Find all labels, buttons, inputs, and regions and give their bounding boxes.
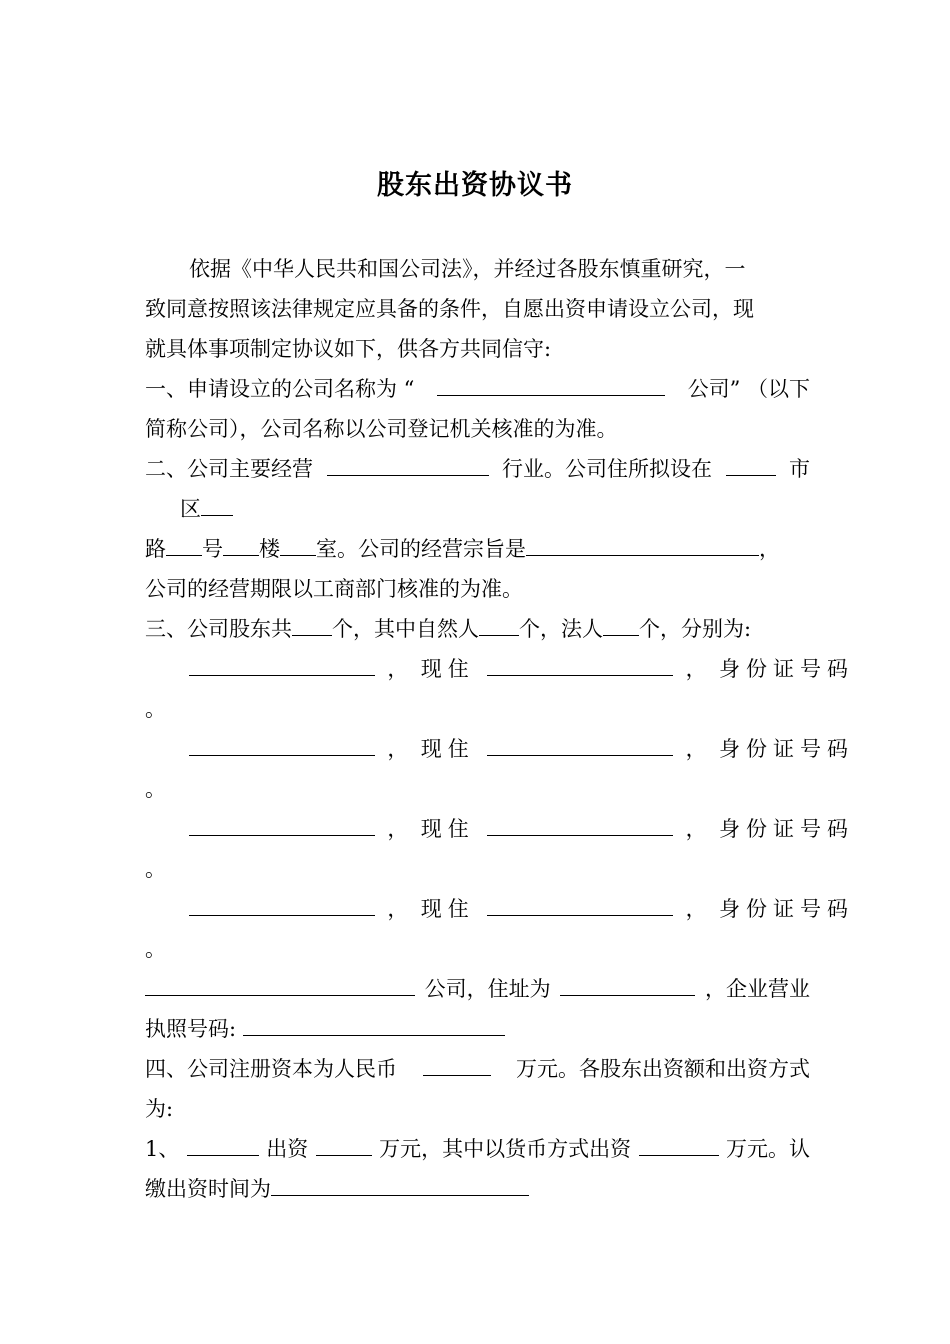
clause-2-text-a: 二、公司主要经营 — [145, 457, 313, 481]
clause-2-line-3 — [145, 529, 810, 569]
shareholder-2-comma-1: ， — [387, 737, 409, 761]
registered-capital-blank[interactable] — [423, 1049, 491, 1076]
natural-person-count-blank[interactable] — [479, 609, 519, 636]
item-1-text-c: 万元，其中以货币方式出资 — [379, 1137, 632, 1161]
clause-2-text-4: 公司的经营期限以工商部门核准的为准。 — [145, 577, 523, 601]
shareholder-3-reside-label: 现住 — [420, 817, 475, 841]
shareholder-4-id-label: 身份证号码 — [718, 897, 854, 921]
shareholder-2-id-label: 身份证号码 — [718, 737, 854, 761]
document-title: 股东出资协议书 — [377, 170, 573, 201]
shareholder-1-comma-2: ， — [685, 657, 707, 681]
corporate-text-b: ，企业营业 — [704, 977, 810, 1001]
preamble-text-2: 致同意按照该法律规定应具备的条件，自愿出资申请设立公司，现 — [145, 297, 754, 321]
room-label: 室。公司的经营宗旨是 — [316, 537, 526, 561]
item-1-cash-amount-blank[interactable] — [639, 1129, 719, 1156]
shareholder-3-id-label: 身份证号码 — [718, 817, 854, 841]
road-blank[interactable] — [166, 529, 202, 556]
clause-4-line-2 — [145, 1089, 810, 1129]
shareholder-2-comma-2: ， — [685, 737, 707, 761]
item-1-text-a: 1、 — [145, 1137, 180, 1161]
clause-4-line-1 — [145, 1049, 810, 1089]
item-1-line-1 — [145, 1129, 810, 1169]
corporate-text-a: 公司，住址为 — [424, 977, 551, 1001]
corporate-address-blank[interactable] — [560, 969, 695, 996]
item-1-date-blank[interactable] — [271, 1169, 529, 1196]
legal-person-count-blank[interactable] — [603, 609, 639, 636]
shareholder-row-2 — [145, 729, 854, 769]
shareholder-3-name-blank[interactable] — [189, 809, 375, 836]
corporate-license-row — [145, 1009, 810, 1049]
license-number-blank[interactable] — [243, 1009, 505, 1036]
shareholder-4-comma-1: ， — [387, 897, 409, 921]
shareholder-4-period-line — [145, 929, 810, 969]
business-blank[interactable] — [327, 449, 489, 476]
corporate-name-blank[interactable] — [145, 969, 415, 996]
preamble-text-3: 就具体事项制定协议如下，供各方共同信守: — [145, 337, 552, 361]
shareholder-2-address-blank[interactable] — [487, 729, 673, 756]
shareholder-count-blank[interactable] — [292, 609, 332, 636]
city-blank[interactable] — [726, 449, 776, 476]
preamble-text-1: 依据《中华人民共和国公司法》，并经过各股东慎重研究，一 — [189, 257, 746, 281]
shareholder-2-reside-label: 现住 — [420, 737, 475, 761]
shareholder-1-comma-1: ， — [387, 657, 409, 681]
shareholder-2-name-blank[interactable] — [189, 729, 375, 756]
preamble-line-1 — [145, 249, 854, 289]
shareholder-1-name-blank[interactable] — [189, 649, 375, 676]
purpose-blank[interactable] — [526, 529, 759, 556]
district-label: 区 — [180, 497, 201, 521]
shareholder-1-address-blank[interactable] — [487, 649, 673, 676]
item-1-line-2 — [145, 1169, 810, 1209]
item-1-text-d: 万元。认 — [726, 1137, 810, 1161]
preamble-line-2 — [145, 289, 810, 329]
clause-2-line-1 — [145, 449, 810, 489]
shareholder-3-period: 。 — [145, 857, 166, 881]
shareholder-1-period: 。 — [145, 697, 166, 721]
shareholder-3-period-line — [145, 849, 810, 889]
shareholder-3-comma-1: ， — [387, 817, 409, 841]
shareholder-4-comma-2: ， — [685, 897, 707, 921]
number-blank[interactable] — [223, 529, 259, 556]
shareholder-2-period-line — [145, 769, 810, 809]
shareholder-4-address-blank[interactable] — [487, 889, 673, 916]
district-blank[interactable] — [201, 489, 233, 516]
shareholder-2-period: 。 — [145, 777, 166, 801]
clause-2-comma: ， — [759, 537, 780, 561]
clause-2-text-c: 市 — [789, 457, 810, 481]
clause-3-text-d: 个，分别为: — [639, 617, 752, 641]
clause-1-line-2 — [145, 409, 810, 449]
floor-label: 楼 — [259, 537, 280, 561]
preamble-line-3 — [145, 329, 810, 369]
shareholder-4-reside-label: 现住 — [420, 897, 475, 921]
shareholder-4-period: 。 — [145, 937, 166, 961]
clause-1-text-a: 一、申请设立的公司名称为 “ — [145, 377, 415, 401]
clause-1-text-2: 简称公司），公司名称以公司登记机关核准的为准。 — [145, 417, 618, 441]
clause-3-text-b: 个，其中自然人 — [332, 617, 479, 641]
clause-1-line-1 — [145, 369, 810, 409]
shareholder-1-period-line — [145, 689, 810, 729]
clause-4-text-2: 为: — [145, 1097, 174, 1121]
clause-1-text-b: 公司” （以下 — [687, 377, 810, 401]
shareholder-1-reside-label: 现住 — [420, 657, 475, 681]
clause-4-text-b: 万元。各股东出资额和出资方式 — [516, 1057, 810, 1081]
clause-2-line-2 — [145, 489, 845, 529]
company-name-blank[interactable] — [437, 369, 665, 396]
item-1-text-2: 缴出资时间为 — [145, 1177, 271, 1201]
clause-3-line-1 — [145, 609, 810, 649]
license-label: 执照号码: — [145, 1017, 237, 1041]
shareholder-3-comma-2: ， — [685, 817, 707, 841]
clause-2-text-b: 行业。公司住所拟设在 — [502, 457, 712, 481]
clause-3-text-c: 个，法人 — [519, 617, 603, 641]
road-label: 路 — [145, 537, 166, 561]
shareholder-row-4 — [145, 889, 854, 929]
number-label: 号 — [202, 537, 223, 561]
clause-4-text-a: 四、公司注册资本为人民币 — [145, 1057, 397, 1081]
shareholder-1-id-label: 身份证号码 — [718, 657, 854, 681]
clause-3-text-a: 三、公司股东共 — [145, 617, 292, 641]
item-1-text-b: 出资 — [266, 1137, 309, 1161]
shareholder-4-name-blank[interactable] — [189, 889, 375, 916]
shareholder-row-3 — [145, 809, 854, 849]
item-1-shareholder-blank[interactable] — [187, 1129, 259, 1156]
item-1-amount-blank[interactable] — [316, 1129, 372, 1156]
shareholder-3-address-blank[interactable] — [487, 809, 673, 836]
clause-2-line-4 — [145, 569, 810, 609]
floor-blank[interactable] — [280, 529, 316, 556]
shareholder-row-1 — [145, 649, 854, 689]
corporate-shareholder-row — [145, 969, 810, 1009]
